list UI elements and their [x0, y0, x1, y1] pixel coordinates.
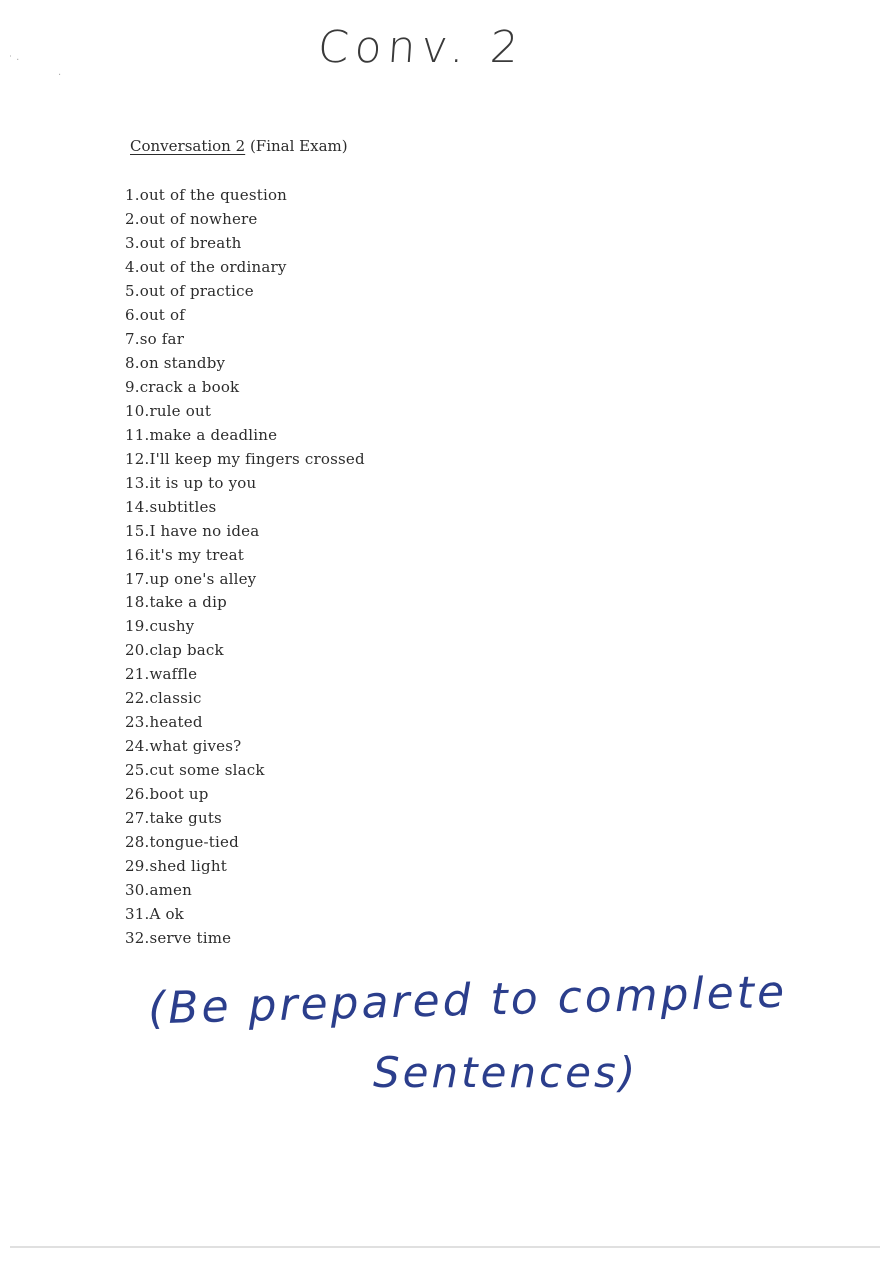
list-item: 21.waffle: [125, 665, 198, 684]
list-item: 14.subtitles: [125, 497, 217, 516]
list-item: 6.out of: [125, 305, 185, 324]
list-item: 4.out of the ordinary: [125, 257, 287, 276]
list-item: 16.it's my treat: [125, 545, 244, 564]
list-item: 5.out of practice: [125, 281, 254, 300]
scan-edge-divider: [10, 1246, 880, 1248]
list-item: 3.out of breath: [125, 233, 242, 252]
list-item: 25.cut some slack: [125, 761, 265, 780]
list-item: 12.I'll keep my fingers crossed: [125, 449, 365, 468]
scan-speck: ˙ ·: [8, 55, 20, 66]
list-item: 31.A ok: [125, 905, 184, 924]
list-item: 13.it is up to you: [125, 473, 257, 492]
heading-underlined: Conversation 2: [130, 137, 246, 155]
list-item: 26.boot up: [125, 785, 209, 804]
list-item: 20.clap back: [125, 641, 224, 660]
list-item: 32.serve time: [125, 929, 232, 948]
list-item: 23.heated: [125, 713, 203, 732]
handwritten-note-line1: (Be prepared to complete: [147, 966, 788, 1035]
handwritten-title: Conv. 2: [316, 22, 526, 73]
list-item: 9.crack a book: [125, 377, 240, 396]
list-item: 15.I have no idea: [125, 521, 260, 540]
list-item: 2.out of nowhere: [125, 209, 258, 228]
list-item: 7.so far: [125, 329, 185, 348]
list-item: 30.amen: [125, 881, 192, 900]
expression-list: [125, 184, 365, 951]
heading-rest: (Final Exam): [245, 137, 348, 155]
list-item: 19.cushy: [125, 617, 195, 636]
list-item: 22.classic: [125, 689, 202, 708]
handwritten-note-line2: Sentences): [373, 1048, 639, 1097]
list-item: 29.shed light: [125, 857, 227, 876]
list-item: 17.up one's alley: [125, 569, 257, 588]
list-item: 28.tongue-tied: [125, 833, 239, 852]
list-item: 24.what gives?: [125, 737, 242, 756]
list-item: 27.take guts: [125, 809, 222, 828]
scan-speck: ·: [58, 70, 62, 81]
list-item: 11.make a deadline: [125, 425, 278, 444]
list-item: 18.take a dip: [125, 593, 227, 612]
list-item: 8.on standby: [125, 353, 226, 372]
page-heading: [130, 137, 348, 155]
list-item: 1.out of the question: [125, 186, 288, 204]
list-item: 10.rule out: [125, 401, 212, 420]
